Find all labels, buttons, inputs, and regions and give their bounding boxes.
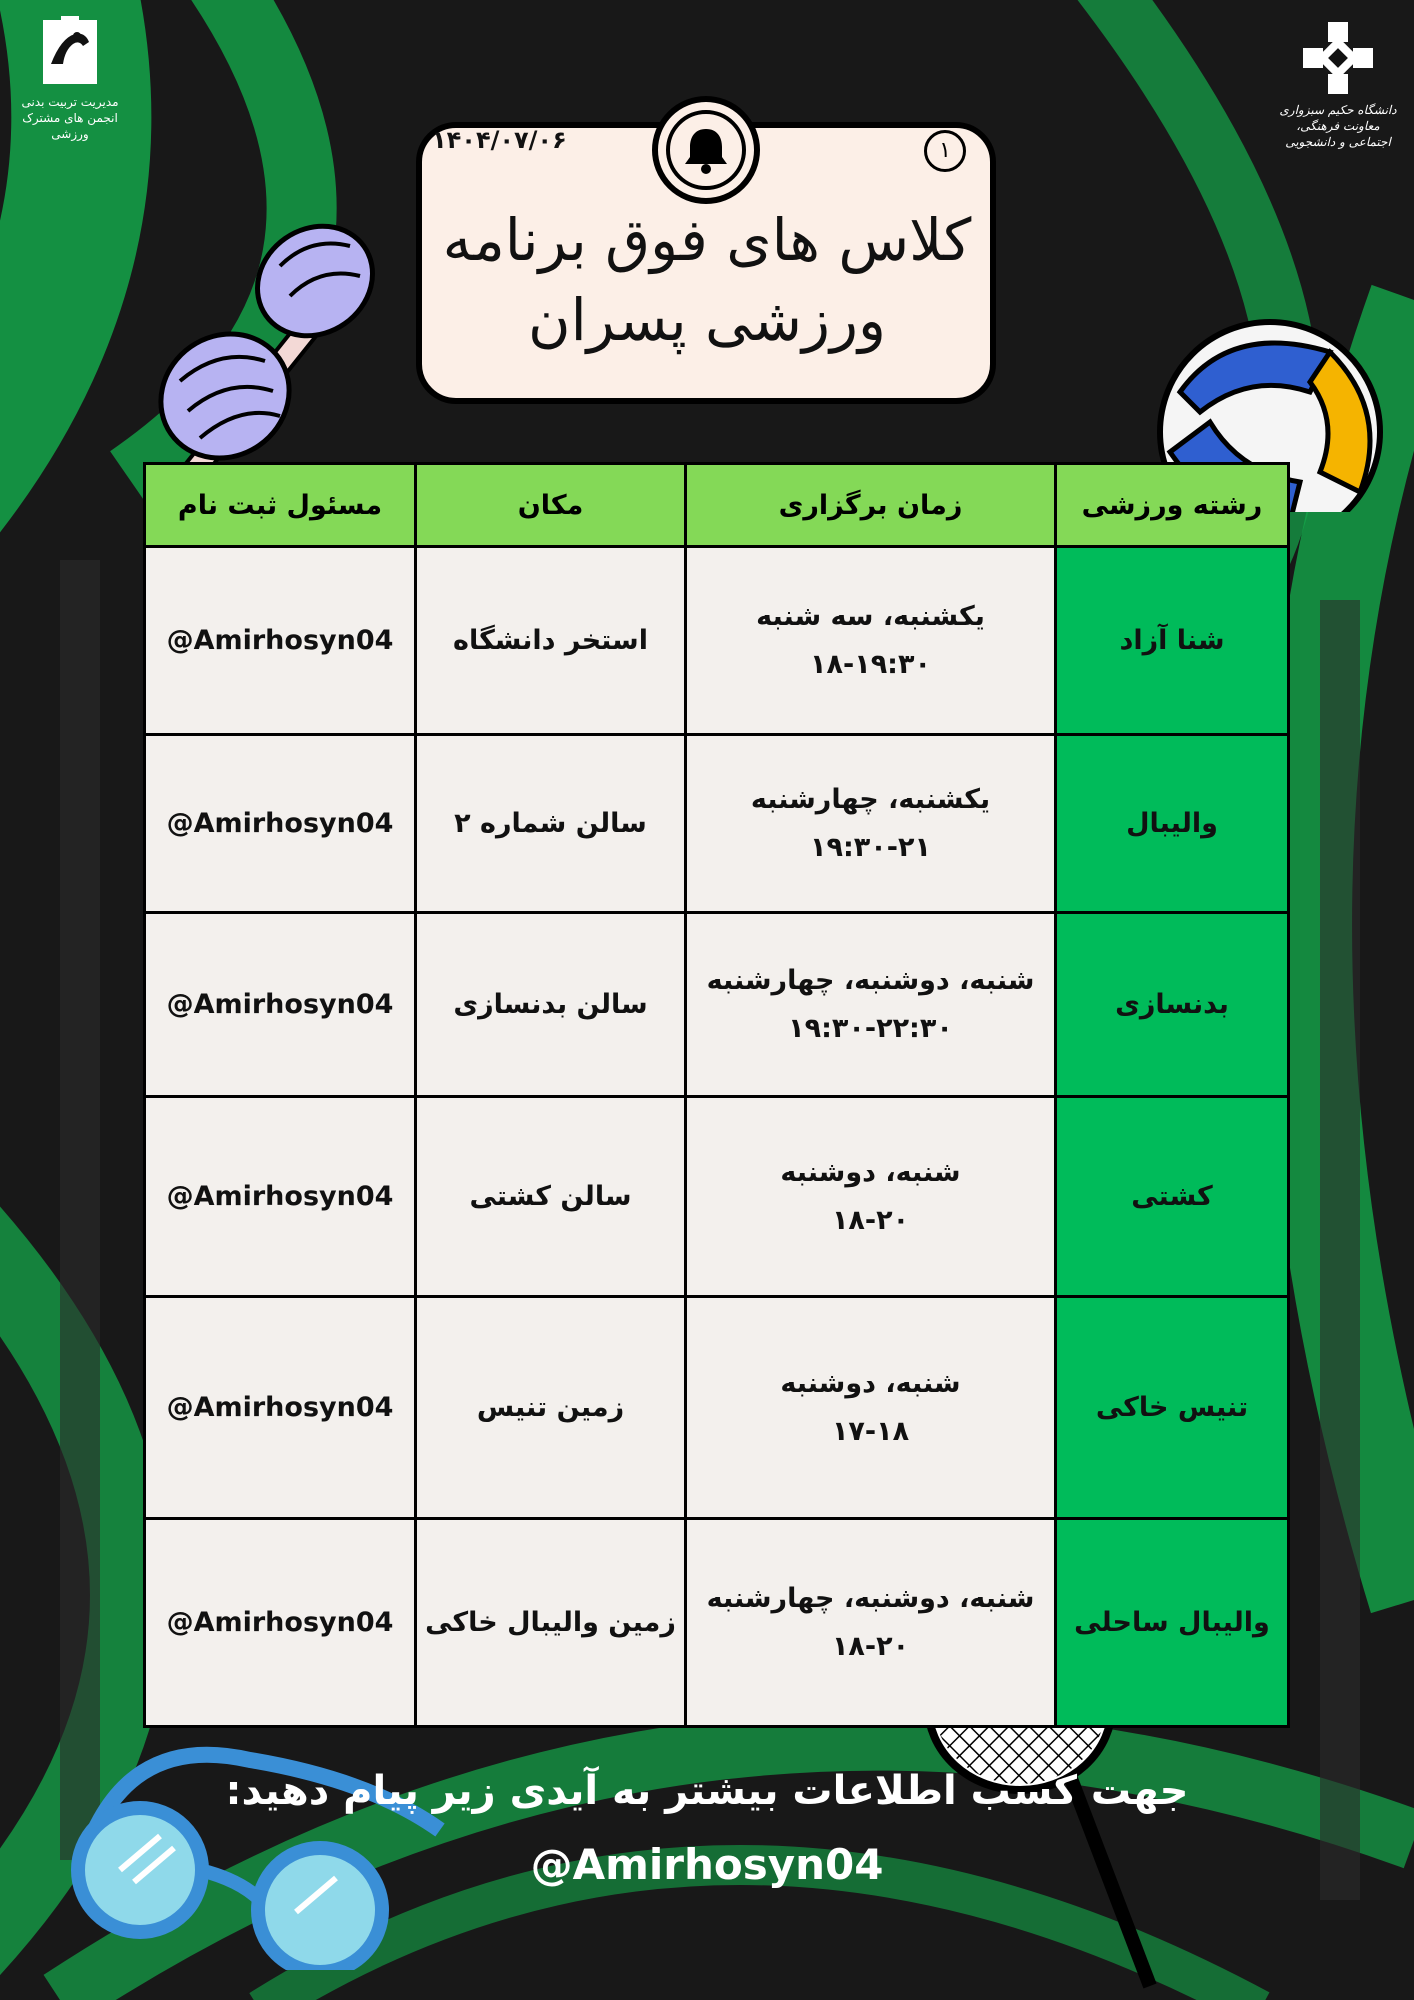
place-cell: سالن کشتی [416, 1097, 686, 1297]
hours-text: ۱۸-۱۹:۳۰ [810, 648, 931, 680]
sport-cell: تنیس خاکی [1056, 1297, 1289, 1519]
days-text: شنبه، دوشنبه [780, 1367, 961, 1399]
place-cell: سالن شماره ۲ [416, 735, 686, 913]
footer-message: جهت کسب اطلاعات بیشتر به آیدی زیر پیام دهید: [225, 1768, 1189, 1814]
title-line-2: ورزشی پسران [528, 286, 886, 354]
date-label: ۱۴۰۴/۰۷/۰۶ [432, 126, 567, 154]
sport-cell: شنا آزاد [1056, 547, 1289, 735]
time-cell [686, 1519, 1056, 1727]
contact-cell[interactable]: @Amirhosyn04 [145, 735, 416, 913]
contact-cell[interactable]: @Amirhosyn04 [145, 1297, 416, 1519]
footer-contact-handle[interactable]: @Amirhosyn04 [530, 1840, 884, 1889]
left-logo-line-1: مدیریت تربیت بدنی [21, 95, 119, 109]
place-cell: سالن بدنسازی [416, 913, 686, 1097]
left-logo [10, 14, 130, 142]
sport-cell: بدنسازی [1056, 913, 1289, 1097]
hours-text: ۱۸-۲۰ [831, 1204, 910, 1236]
sport-cell: کشتی [1056, 1097, 1289, 1297]
table-row [145, 1097, 1289, 1297]
header-time: زمان برگزاری [686, 464, 1056, 547]
contact-cell[interactable]: @Amirhosyn04 [145, 1519, 416, 1727]
time-cell [686, 1097, 1056, 1297]
hours-text: ۱۷-۱۸ [831, 1415, 910, 1447]
table-header-row [145, 464, 1289, 547]
time-cell [686, 1297, 1056, 1519]
physical-education-emblem-icon [31, 14, 109, 90]
table-row [145, 547, 1289, 735]
left-logo-line-2: انجمن های مشترک ورزشی [22, 111, 118, 141]
hours-text: ۱۸-۲۰ [831, 1630, 910, 1662]
header-contact: مسئول ثبت نام [145, 464, 416, 547]
header-place: مکان [416, 464, 686, 547]
page-title [430, 200, 984, 360]
bell-icon [683, 125, 729, 175]
time-cell [686, 913, 1056, 1097]
place-cell: زمین تنیس [416, 1297, 686, 1519]
hours-text: ۱۹:۳۰-۲۱ [810, 831, 931, 863]
table-row [145, 1519, 1289, 1727]
place-cell: زمین والیبال خاکی [416, 1519, 686, 1727]
days-text: شنبه، دوشنبه، چهارشنبه [706, 1582, 1035, 1614]
sport-cell: والیبال ساحلی [1056, 1519, 1289, 1727]
hours-text: ۱۹:۳۰-۲۲:۳۰ [788, 1012, 953, 1044]
place-cell: استخر دانشگاه [416, 547, 686, 735]
right-logo [1276, 18, 1400, 150]
right-logo-line-1: دانشگاه حکیم سبزواری [1279, 103, 1397, 117]
days-text: شنبه، دوشنبه [780, 1156, 961, 1188]
days-text: شنبه، دوشنبه، چهارشنبه [706, 964, 1035, 996]
time-cell [686, 735, 1056, 913]
days-text: یکشنبه، سه شنبه [756, 600, 985, 632]
time-cell [686, 547, 1056, 735]
right-logo-line-2: معاونت فرهنگی، اجتماعی و دانشجویی [1285, 119, 1391, 149]
contact-cell[interactable]: @Amirhosyn04 [145, 547, 416, 735]
table-row [145, 735, 1289, 913]
header-sport: رشته ورزشی [1056, 464, 1289, 547]
table-row [145, 913, 1289, 1097]
sport-cell: والیبال [1056, 735, 1289, 913]
days-text: یکشنبه، چهارشنبه [750, 783, 991, 815]
page-number-badge: ۱ [924, 130, 966, 172]
dumbbell-icon [140, 206, 400, 496]
bell-badge [652, 96, 760, 204]
contact-cell[interactable]: @Amirhosyn04 [145, 913, 416, 1097]
contact-cell[interactable]: @Amirhosyn04 [145, 1097, 416, 1297]
title-line-1: کلاس های فوق برنامه [442, 206, 972, 274]
table-row [145, 1297, 1289, 1519]
schedule-table [143, 462, 1290, 1728]
university-emblem-icon [1293, 18, 1383, 98]
